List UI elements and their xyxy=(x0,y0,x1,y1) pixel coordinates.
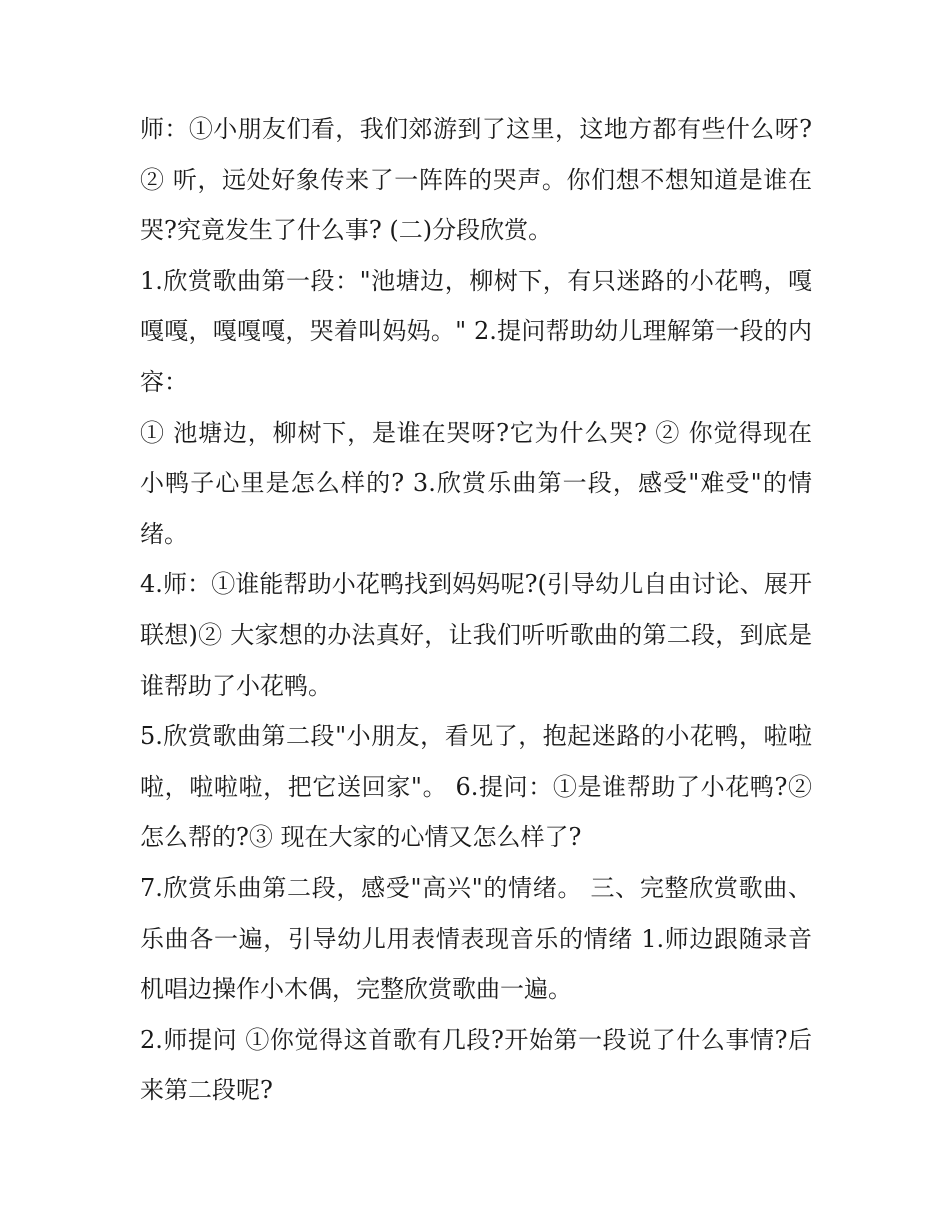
paragraph-step-5: 5.欣赏歌曲第二段"小朋友，看见了，抱起迷路的小花鸭，啦啦啦，啦啦啦，把它送回家"。 6.提问：①是谁帮助了小花鸭?② 怎么帮的?③ 现在大家的心情又怎么样了? xyxy=(140,722,820,852)
paragraph-step-7: 7.欣赏乐曲第二段，感受"高兴"的情绪。 三、完整欣赏歌曲、乐曲各一遍，引导幼儿用表情表现音乐的情绪 1.师边跟随录音机唱边操作小木偶，完整欣赏歌曲一遍。 xyxy=(140,873,812,1004)
paragraph-intro: 师：①小朋友们看，我们郊游到了这里，这地方都有些什么呀?② 听，远处好象传来了一阵阵的哭声。你们想不想知道是谁在哭?究竟发生了什么事? (二)分段欣赏。 xyxy=(140,115,812,245)
paragraph-step-2-questions: ① 池塘边，柳树下，是谁在哭呀?它为什么哭? ② 你觉得现在小鸭子心里是怎么样的? 3.欣赏乐曲第一段，感受"难受"的情绪。 xyxy=(140,418,812,548)
paragraph-step-4: 4.师：①谁能帮助小花鸭找到妈妈呢?(引导幼儿自由讨论、展开联想)② 大家想的办法真好，让我们听听歌曲的第二段，到底是谁帮助了小花鸭。 xyxy=(140,570,812,700)
document-body xyxy=(140,104,820,1116)
paragraph-final-question: 2.师提问 ①你觉得这首歌有几段?开始第一段说了什么事情?后来第二段呢? xyxy=(140,1025,812,1105)
paragraph-step-1: 1.欣赏歌曲第一段："池塘边，柳树下，有只迷路的小花鸭，嘎嘎嘎，嘎嘎嘎，哭着叫妈妈。" 2.提问帮助幼儿理解第一段的内容： xyxy=(140,266,812,396)
